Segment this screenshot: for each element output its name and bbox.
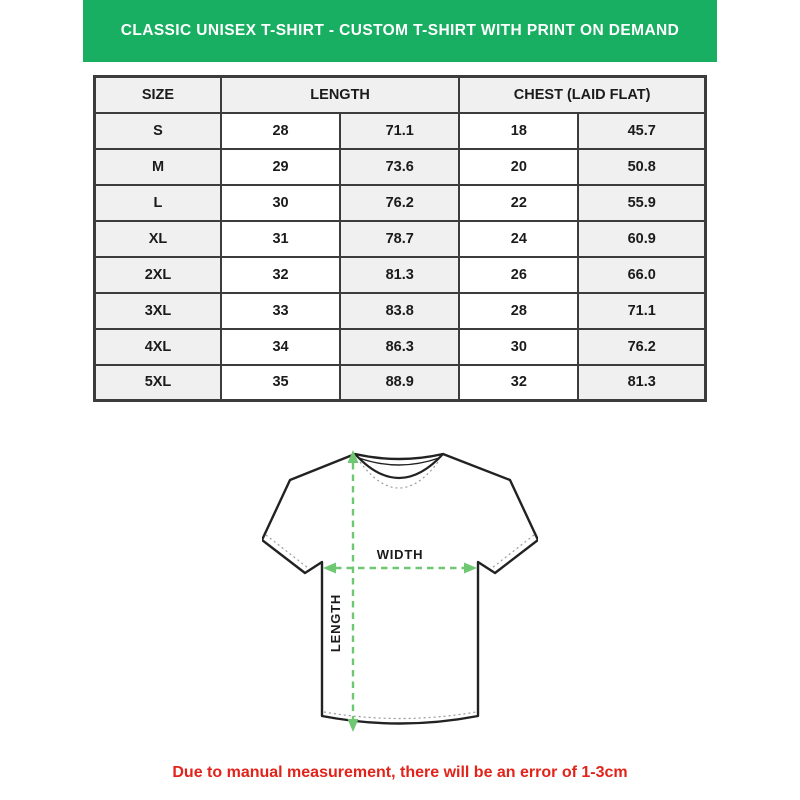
cell-chest_in: 32 (459, 365, 578, 401)
cell-size: 4XL (95, 329, 221, 365)
cell-length_in: 33 (221, 293, 340, 329)
table-row (95, 113, 706, 149)
measurement-note: Due to manual measurement, there will be an error of 1-3cm (172, 764, 628, 781)
width-label: WIDTH (376, 547, 424, 562)
cell-chest_cm: 45.7 (578, 113, 705, 149)
cell-size: XL (95, 221, 221, 257)
cell-length_in: 35 (221, 365, 340, 401)
cell-length_cm: 88.9 (340, 365, 459, 401)
tshirt-outline (262, 454, 538, 724)
cell-chest_cm: 60.9 (578, 221, 705, 257)
header-size: SIZE (95, 77, 221, 113)
cell-chest_cm: 55.9 (578, 185, 705, 221)
cell-chest_in: 22 (459, 185, 578, 221)
cell-length_in: 29 (221, 149, 340, 185)
cell-size: S (95, 113, 221, 149)
cell-chest_cm: 76.2 (578, 329, 705, 365)
cell-length_in: 28 (221, 113, 340, 149)
table-row (95, 329, 706, 365)
table-row (95, 185, 706, 221)
arrow-down-icon (348, 719, 359, 732)
page-title: CLASSIC UNISEX T-SHIRT - CUSTOM T-SHIRT WITH PRINT ON DEMAND (120, 22, 680, 39)
cell-size: 5XL (95, 365, 221, 401)
table-body (95, 113, 706, 401)
cell-chest_in: 26 (459, 257, 578, 293)
cell-length_in: 34 (221, 329, 340, 365)
table-row (95, 149, 706, 185)
cell-chest_cm: 50.8 (578, 149, 705, 185)
tshirt-diagram-svg (262, 448, 538, 738)
cell-chest_in: 18 (459, 113, 578, 149)
cell-length_cm: 76.2 (340, 185, 459, 221)
cell-chest_cm: 71.1 (578, 293, 705, 329)
cell-chest_in: 20 (459, 149, 578, 185)
cell-length_cm: 71.1 (340, 113, 459, 149)
cell-chest_cm: 81.3 (578, 365, 705, 401)
table-row (95, 221, 706, 257)
cell-chest_in: 28 (459, 293, 578, 329)
cell-size: 2XL (95, 257, 221, 293)
length-label: LENGTH (328, 593, 343, 653)
cell-size: L (95, 185, 221, 221)
cell-chest_in: 30 (459, 329, 578, 365)
cell-length_in: 32 (221, 257, 340, 293)
cell-length_cm: 73.6 (340, 149, 459, 185)
cell-length_cm: 83.8 (340, 293, 459, 329)
cell-length_in: 31 (221, 221, 340, 257)
table-header-row (95, 77, 706, 113)
cell-length_cm: 78.7 (340, 221, 459, 257)
tshirt-diagram (262, 448, 538, 738)
cell-chest_cm: 66.0 (578, 257, 705, 293)
cell-length_in: 30 (221, 185, 340, 221)
cell-length_cm: 81.3 (340, 257, 459, 293)
table-row (95, 257, 706, 293)
size-table (93, 75, 707, 402)
cell-length_cm: 86.3 (340, 329, 459, 365)
table-row (95, 293, 706, 329)
title-banner (83, 0, 717, 62)
cell-size: M (95, 149, 221, 185)
cell-size: 3XL (95, 293, 221, 329)
cell-chest_in: 24 (459, 221, 578, 257)
header-length: LENGTH (221, 77, 459, 113)
table-row (95, 365, 706, 401)
header-chest: CHEST (LAID FLAT) (459, 77, 705, 113)
